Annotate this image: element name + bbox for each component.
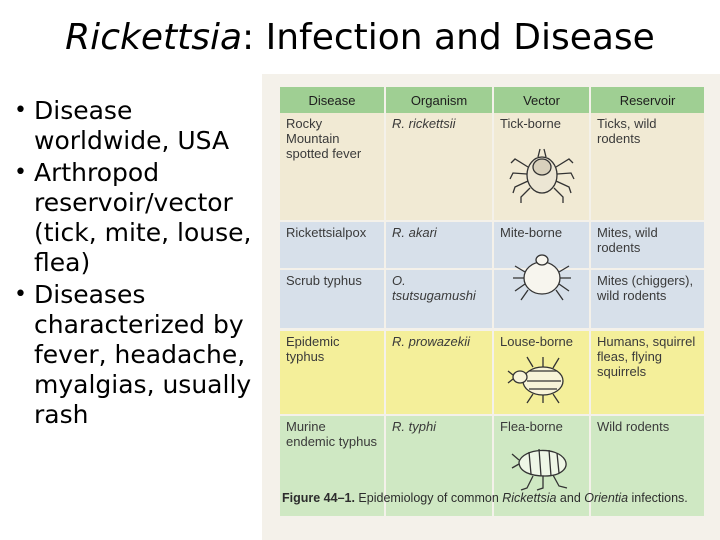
cell-vector [493,330,590,416]
cell-vector [493,113,590,221]
cell-organism: O. tsutsugamushi [385,269,493,330]
caption-text: Epidemiology of common [354,491,503,505]
bullet-text: Diseases characterized by fever, headache, myalgias, usually rash [34,280,252,429]
cell-organism: R. prowazekii [385,330,493,416]
vector-label: Louse-borne [500,334,573,349]
cell-reservoir: Mites (chiggers), wild rodents [590,269,704,330]
cell-organism: R. typhi [385,415,493,516]
vector-label: Tick-borne [500,116,561,131]
caption-genus-rickettsia: Rickettsia [502,491,557,505]
caption-genus-orientia: Orientia [584,491,629,505]
caption-label: Figure 44–1. [282,491,355,505]
epidemiology-figure [262,74,720,540]
table-row [280,113,704,221]
table-header-row [280,87,704,113]
cell-reservoir: Mites, wild rodents [590,221,704,269]
bullet-text: Disease worldwide, USA [34,96,230,155]
table-row [280,269,704,330]
cell-disease: Scrub typhus [280,269,385,330]
cell-disease: Epidemic typhus [280,330,385,416]
bullet-item [6,158,268,278]
header-disease: Disease [280,87,385,113]
table-row [280,221,704,269]
bullet-list [6,96,268,432]
cell-organism: R. akari [385,221,493,269]
cell-organism: R. rickettsii [385,113,493,221]
bullet-dot-icon: • [14,98,27,123]
cell-disease: Murine endemic typhus [280,415,385,516]
louse-icon [507,353,577,405]
header-vector: Vector [493,87,590,113]
cell-disease: Rocky Mountain spotted fever [280,113,385,221]
vector-label: Flea-borne [500,419,563,434]
mite-icon [509,244,575,310]
epidemiology-table-wrap [280,87,704,516]
header-reservoir: Reservoir [590,87,704,113]
epidemiology-table [280,87,704,516]
cell-reservoir: Wild rodents [590,415,704,516]
cell-reservoir: Humans, squirrel fleas, flying squirrels [590,330,704,416]
figure-caption [282,490,702,506]
flea-icon [509,438,575,492]
bullet-item [6,280,268,430]
slide-title [0,14,720,62]
table-row [280,330,704,416]
bullet-dot-icon: • [14,160,27,185]
title-rest: : Infection and Disease [242,17,655,58]
title-genus: Rickettsia [65,17,243,58]
cell-disease: Rickettsialpox [280,221,385,269]
header-organism: Organism [385,87,493,113]
bullet-text: Arthropod reservoir/vector (tick, mite, louse, flea) [34,158,252,277]
cell-reservoir: Ticks, wild rodents [590,113,704,221]
caption-text: and [556,491,585,505]
vector-label: Mite-borne [500,225,563,240]
bullet-item [6,96,268,156]
caption-text: infections. [628,491,688,505]
tick-icon [507,137,577,207]
bullet-dot-icon: • [14,282,27,307]
cell-vector [493,221,590,269]
